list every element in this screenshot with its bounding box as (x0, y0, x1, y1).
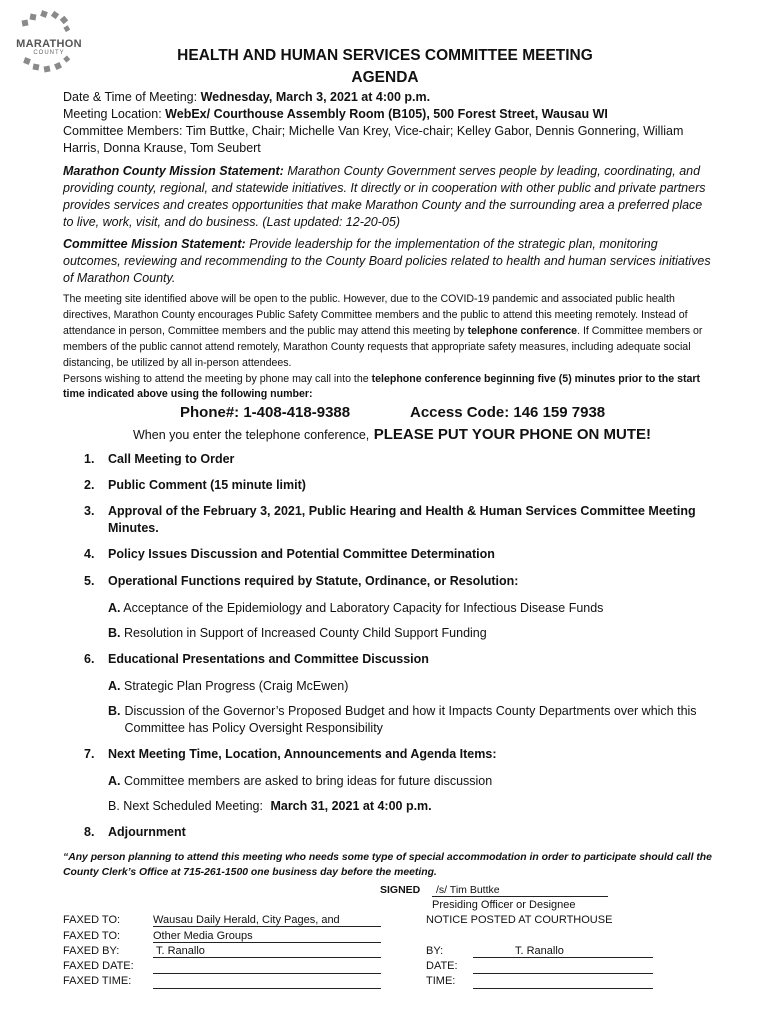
item-title: Operational Functions required by Statute, Ordinance, or Resolution: (108, 574, 519, 588)
posted-by-name: T. Ranallo (515, 945, 564, 957)
faxed-time-line (153, 975, 381, 989)
agenda-item-3 (0, 504, 770, 538)
faxed-date-line (153, 960, 381, 974)
meeting-location (63, 107, 608, 121)
page-title: HEALTH AND HUMAN SERVICES COMMITTEE MEETING (177, 47, 593, 64)
sub-text: Committee members are asked to bring ideas for future discussion (123, 774, 493, 788)
item-title: Public Comment (15 minute limit) (108, 478, 306, 492)
covid-text-3: Persons wishing to attend the meeting by phone may call into the (63, 372, 369, 385)
agenda-item-5a (108, 600, 708, 617)
agenda-title: AGENDA (351, 69, 419, 86)
covid-text-1: The meeting site identified above will be open to the public. However, due to the COVID-19 pandemic and associated public health directives, Marathon County encourages Public Safety Committee members and the public to attend this meeting remotely. Instead of attendance in person, Committee members and the public may attend this meeting by (63, 293, 688, 337)
item-title-cont: Minutes. (108, 521, 159, 535)
signed-name: /s/ Tim Buttke (436, 884, 500, 896)
mute-pre: When you enter the telephone conference, (133, 428, 370, 442)
faxed-date-label: FAXED DATE: (63, 960, 134, 972)
sub-letter: A. (108, 601, 121, 615)
meeting-location-label: Meeting Location: (63, 107, 162, 121)
faxed-to-label-2: FAXED TO: (63, 930, 121, 942)
faxed-by-name: T. Ranallo (156, 945, 205, 957)
agenda-item-7b (108, 798, 708, 815)
faxed-by-value (153, 945, 381, 958)
meeting-date-label: Date & Time of Meeting: (63, 90, 198, 104)
item-number: 6. (84, 652, 95, 666)
meeting-date-value: Wednesday, March 3, 2021 at 4:00 p.m. (200, 90, 431, 104)
posted-date-line (473, 960, 653, 974)
logo-name: MARATHON (16, 38, 82, 50)
item-title: Approval of the February 3, 2021, Public Hearing and Health & Human Services Committee Meeting (108, 504, 696, 518)
access-code: Access Code: 146 159 7938 (410, 404, 606, 421)
faxed-to-value-2: Other Media Groups (153, 930, 381, 943)
notice-posted: NOTICE POSTED AT COURTHOUSE (426, 914, 613, 926)
signed-value (432, 884, 608, 897)
agenda-item-6b (108, 703, 708, 737)
item-title: Call Meeting to Order (108, 452, 235, 466)
sub-letter: B. (108, 799, 120, 813)
county-mission-text: Marathon County Government serves people by leading, coordinating, and providing county, regional, and statewide initiatives. It directly or in cooperation with other public and private partners provides services and creates opportunities that make Marathon County and the surrounding area a preferred place to live, work, visit, and do business. (Last updated: 12-20-05) (63, 164, 706, 229)
sub-text: Next Scheduled Meeting: (123, 799, 263, 813)
committee-mission-text: Provide leadership for the implementation of the strategic plan, monitoring outcomes, reviewing and recommending to the County Board policies related to health and human services initiatives of Marathon County. (63, 237, 711, 285)
posted-by-value (473, 945, 653, 958)
covid-telephone-bold: telephone conference (467, 324, 578, 337)
covid-text-4: telephone conference beginning five (5) minutes prior to the start time indicated above using the following number: (63, 372, 701, 401)
posted-date-label: DATE: (426, 960, 458, 972)
faxed-to-label-1: FAXED TO: (63, 914, 121, 926)
sub-letter: B. (108, 626, 121, 640)
presiding-officer: Presiding Officer or Designee (432, 899, 576, 911)
sub-letter: A. (108, 774, 121, 788)
agenda-item-5b (108, 625, 708, 642)
marathon-county-logo (8, 8, 88, 78)
phone-number: Phone#: 1-408-418-9388 (180, 404, 351, 421)
meeting-date (63, 90, 430, 104)
county-mission-label: Marathon County Mission Statement: (63, 164, 284, 178)
mute-notice (133, 426, 651, 444)
posted-by-label: BY: (426, 945, 444, 957)
agenda-item-7a (108, 773, 708, 790)
next-meeting-date: March 31, 2021 at 4:00 p.m. (270, 799, 432, 813)
sub-text: Discussion of the Governor’s Proposed Budget and how it Impacts County Departments over which this Committee has Policy Oversight Responsibility (124, 704, 697, 735)
item-title: Adjournment (108, 825, 186, 839)
item-title: Next Meeting Time, Location, Announcements and Agenda Items: (108, 747, 497, 761)
signed-label: SIGNED (380, 884, 421, 896)
item-number: 2. (84, 478, 95, 492)
committee-members-line2: Harris, Donna Krause, Tom Seubert (63, 141, 261, 155)
item-number: 3. (84, 504, 95, 518)
sub-letter: B. (108, 704, 121, 718)
sub-text: Acceptance of the Epidemiology and Laboratory Capacity for Infectious Disease Funds (123, 601, 604, 615)
sub-text: Strategic Plan Progress (Craig McEwen) (123, 679, 349, 693)
faxed-to-value-1: Wausau Daily Herald, City Pages, and (153, 914, 381, 927)
covid-notice (63, 292, 713, 403)
committee-mission-label: Committee Mission Statement: (63, 237, 246, 251)
committee-mission (63, 236, 713, 287)
item-number: 7. (84, 747, 95, 761)
item-title: Educational Presentations and Committee Discussion (108, 652, 429, 666)
posted-time-label: TIME: (426, 975, 456, 987)
item-number: 1. (84, 452, 95, 466)
committee-members-line1: Committee Members: Tim Buttke, Chair; Michelle Van Krey, Vice-chair; Kelley Gabor, Dennis Gonnering, William (63, 124, 684, 138)
sub-letter: A. (108, 679, 121, 693)
agenda-item-6a (108, 678, 708, 695)
sub-text: Resolution in Support of Increased County Child Support Funding (123, 626, 487, 640)
faxed-by-label: FAXED BY: (63, 945, 120, 957)
faxed-time-label: FAXED TIME: (63, 975, 132, 987)
county-mission (63, 163, 713, 231)
item-title: Policy Issues Discussion and Potential Committee Determination (108, 547, 495, 561)
item-number: 5. (84, 574, 95, 588)
item-number: 4. (84, 547, 95, 561)
covid-text-2: . If Committee members or members of the public cannot attend remotely, Marathon County requests that appropriate safety measures, including adequate social distancing, be utilized by all in-person attendees. (63, 324, 703, 369)
meeting-location-value: WebEx/ Courthouse Assembly Room (B105), 500 Forest Street, Wausau WI (165, 107, 608, 121)
item-number: 8. (84, 825, 95, 839)
mute-bold: PLEASE PUT YOUR PHONE ON MUTE! (373, 426, 651, 443)
accommodation-notice: “Any person planning to attend this meeting who needs some type of special accommodation in order to participate should call the County Clerk’s Office at 715-261-1500 one business day before the meeting. (63, 852, 712, 878)
posted-time-line (473, 975, 653, 989)
logo-sub: COUNTY (33, 50, 65, 56)
